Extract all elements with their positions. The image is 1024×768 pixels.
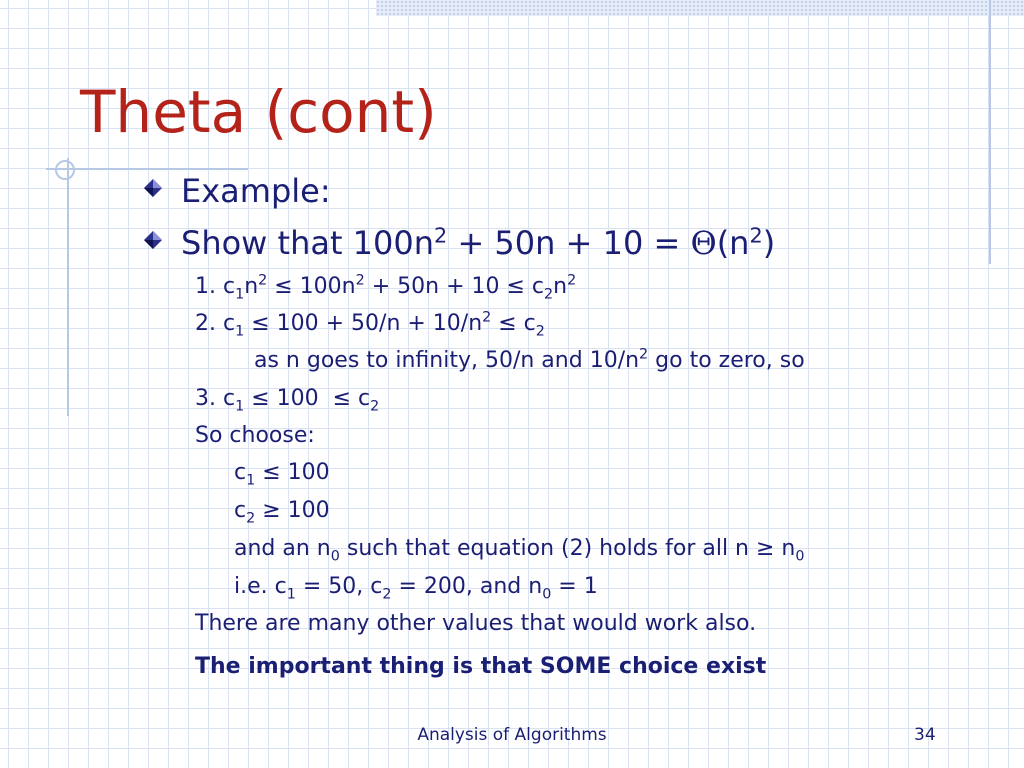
so-choose — [195, 421, 315, 451]
diamond-bullet-icon — [143, 178, 163, 198]
text-segment: ≤ c — [491, 311, 536, 336]
subscript: 1 — [235, 398, 245, 415]
bullet-text — [181, 224, 775, 262]
text-segment: There are many other values that would work also. — [195, 611, 757, 636]
subscript: 0 — [330, 548, 340, 565]
step-2-note — [254, 346, 805, 376]
text-segment: as n goes to infinity, 50/n and 10/n — [254, 348, 640, 373]
text-segment: = 50, c — [295, 574, 383, 599]
subscript: 0 — [542, 586, 552, 603]
superscript: 2 — [258, 272, 268, 289]
theta-symbol: Θ — [690, 224, 717, 262]
superscript: 2 — [482, 309, 492, 326]
slide-title: Theta (cont) — [80, 78, 437, 146]
choice-c2 — [234, 496, 330, 526]
text-segment: c — [234, 460, 247, 485]
superscript: 2 — [749, 223, 763, 248]
superscript: 2 — [434, 223, 448, 248]
page-number: 34 — [914, 725, 936, 745]
text-segment: i.e. c — [234, 574, 287, 599]
key-point — [195, 652, 766, 682]
decorative-vertical-line-left — [67, 158, 69, 416]
text-segment: n — [244, 274, 259, 299]
subscript: 1 — [235, 323, 245, 340]
text-segment: + 50n + 10 ≤ c — [364, 274, 545, 299]
text-segment: c — [234, 498, 247, 523]
text-segment: ) — [762, 224, 776, 262]
text-segment: 1. c — [195, 274, 236, 299]
subscript: 1 — [246, 472, 256, 489]
text-segment: 2. c — [195, 311, 236, 336]
text-segment: 3. c — [195, 386, 236, 411]
text-segment: go to zero, so — [648, 348, 805, 373]
subscript: 0 — [795, 548, 805, 565]
text-segment: ≤ 100 — [255, 460, 330, 485]
decorative-top-band — [376, 0, 1024, 16]
decorative-circle — [55, 160, 75, 180]
example-values — [234, 572, 598, 602]
choice-c1 — [234, 458, 330, 488]
text-segment: = 1 — [551, 574, 598, 599]
bullet-text: Example: — [181, 172, 331, 210]
text-segment: So choose: — [195, 423, 315, 448]
superscript: 2 — [639, 346, 649, 363]
text-segment: + 50n + 10 = — [447, 224, 691, 262]
text-segment: and an n — [234, 536, 331, 561]
text-segment: Show that 100n — [181, 224, 435, 262]
subscript: 1 — [286, 586, 296, 603]
text-segment: The important thing is that SOME choice exist — [195, 654, 767, 679]
superscript: 2 — [355, 272, 365, 289]
choice-n0 — [234, 534, 804, 564]
subscript: 2 — [535, 323, 545, 340]
step-3 — [195, 384, 379, 414]
diamond-bullet-icon — [143, 230, 163, 250]
superscript: 2 — [567, 272, 577, 289]
text-segment: ≥ 100 — [255, 498, 330, 523]
step-1 — [195, 272, 576, 302]
subscript: 2 — [246, 510, 256, 527]
text-segment: (n — [716, 224, 750, 262]
step-2 — [195, 309, 545, 339]
text-segment: ≤ 100n — [267, 274, 356, 299]
subscript: 1 — [235, 286, 245, 303]
text-segment: ≤ 100 + 50/n + 10/n — [244, 311, 483, 336]
decorative-horizontal-line — [46, 168, 248, 170]
text-segment: such that equation (2) holds for all n ≥ n — [339, 536, 796, 561]
footer-title: Analysis of Algorithms — [417, 725, 607, 745]
text-segment: = 200, and n — [391, 574, 543, 599]
text-segment: ≤ 100 ≤ c — [244, 386, 371, 411]
other-values-note — [195, 609, 756, 639]
subscript: 2 — [544, 286, 554, 303]
decorative-vertical-line-right — [989, 0, 991, 264]
subscript: 2 — [382, 586, 392, 603]
subscript: 2 — [370, 398, 380, 415]
text-segment: n — [553, 274, 568, 299]
